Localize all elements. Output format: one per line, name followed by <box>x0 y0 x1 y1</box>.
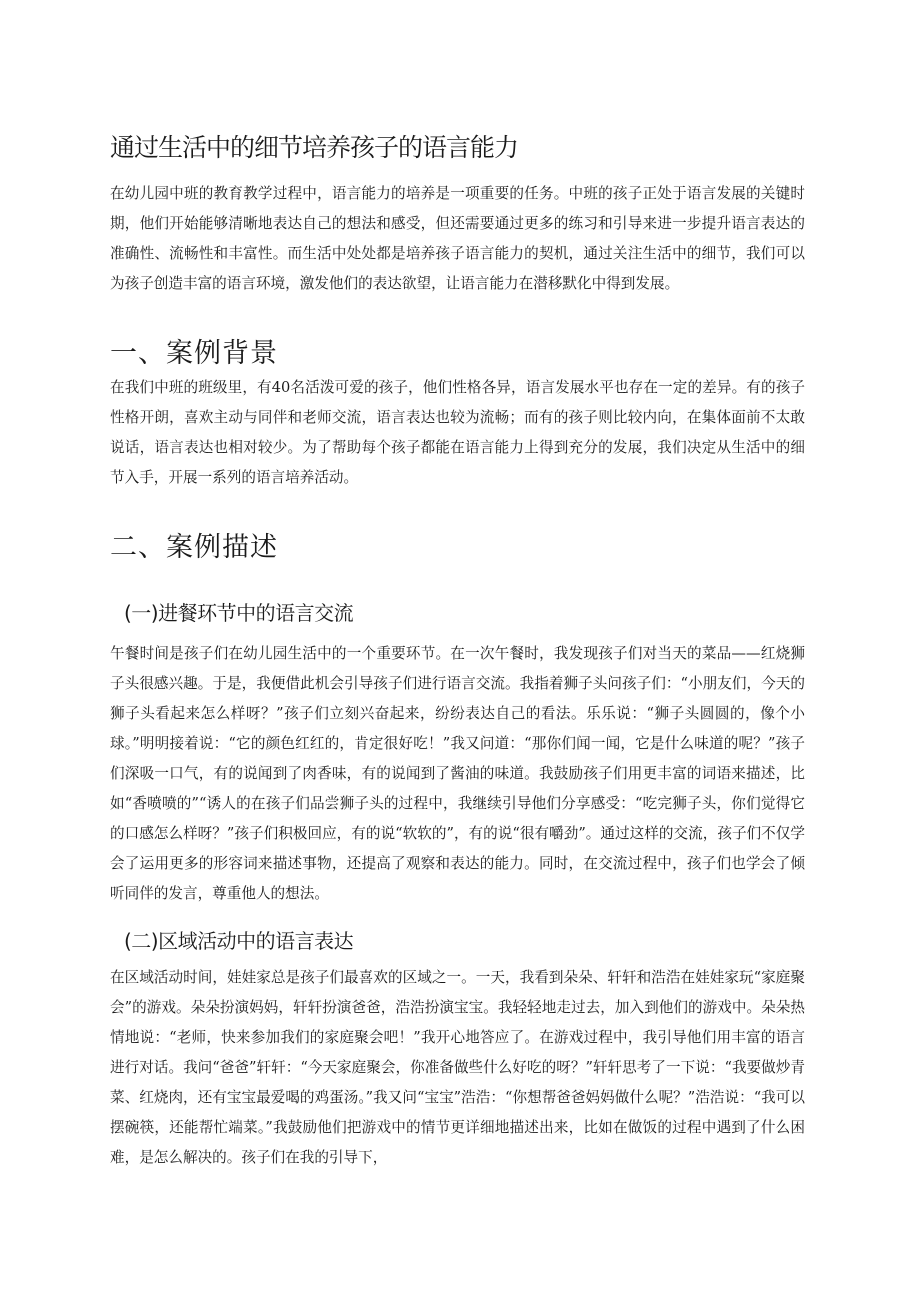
section-background-paragraph: 在我们中班的班级里，有40名活泼可爱的孩子，他们性格各异，语言发展水平也存在一定的差异。有的孩子性格开朗，喜欢主动与同伴和老师交流，语言表达也较为流畅；而有的孩子则比较内向，在集体面前不太敢说话，语言表达也相对较少。为了帮助每个孩子都能在语言能力上得到充分的发展，我们决定从生活中的细节入手，开展一系列的语言培养活动。 <box>110 379 805 486</box>
subsection-heading-meal: (一)进餐环节中的语言交流 <box>124 601 354 625</box>
section-heading-background: 一、案例背景 <box>110 338 278 369</box>
subsection-area-activity-paragraph: 在区域活动时间，娃娃家总是孩子们最喜欢的区域之一。一天，我看到朵朵、轩轩和浩浩在娃娃家玩“家庭聚会”的游戏。朵朵扮演妈妈，轩轩扮演爸爸，浩浩扮演宝宝。我轻轻地走过去，加入到他们的游戏中。朵朵热情地说：“老师，快来参加我们的家庭聚会吧！”我开心地答应了。在游戏过程中，我引导他们用丰富的语言进行对话。我问“爸爸”轩轩：“今天家庭聚会，你准备做些什么好吃的呀？”轩轩思考了一下说：“我要做炒青菜、红烧肉，还有宝宝最爱喝的鸡蛋汤。”我又问“宝宝”浩浩：“你想帮爸爸妈妈做什么呢？”浩浩说：“我可以摆碗筷，还能帮忙端菜。”我鼓励他们把游戏中的情节更详细地描述出来，比如在做饭的过程中遇到了什么困难，是怎么解决的。孩子们在我的引导下， <box>110 969 805 1166</box>
subsection-heading-area-activity: (二)区域活动中的语言表达 <box>124 929 354 953</box>
intro-paragraph: 在幼儿园中班的教育教学过程中，语言能力的培养是一项重要的任务。中班的孩子正处于语言发展的关键时期，他们开始能够清晰地表达自己的想法和感受，但还需要通过更多的练习和引导来进一步提升语言表达的准确性、流畅性和丰富性。而生活中处处都是培养孩子语言能力的契机，通过关注生活中的细节，我们可以为孩子创造丰富的语言环境，激发他们的表达欲望，让语言能力在潜移默化中得到发展。 <box>110 185 805 292</box>
document-title: 通过生活中的细节培养孩子的语言能力 <box>110 133 519 162</box>
subsection-meal-paragraph: 午餐时间是孩子们在幼儿园生活中的一个重要环节。在一次午餐时，我发现孩子们对当天的菜品——红烧狮子头很感兴趣。于是，我便借此机会引导孩子们进行语言交流。我指着狮子头问孩子们：“小朋友们，今天的狮子头看起来怎么样呀？”孩子们立刻兴奋起来，纷纷表达自己的看法。乐乐说：“狮子头圆圆的，像个小球。”明明接着说：“它的颜色红红的，肯定很好吃！”我又问道：“那你们闻一闻，它是什么味道的呢？”孩子们深吸一口气，有的说闻到了肉香味，有的说闻到了酱油的味道。我鼓励孩子们用更丰富的词语来描述，比如“香喷喷的”“诱人的在孩子们品尝狮子头的过程中，我继续引导他们分享感受：“吃完狮子头，你们觉得它的口感怎么样呀？”孩子们积极回应，有的说“软软的”，有的说“很有嚼劲”。通过这样的交流，孩子们不仅学会了运用更多的形容词来描述事物，还提高了观察和表达的能力。同时，在交流过程中，孩子们也学会了倾听同伴的发言，尊重他人的想法。 <box>110 645 805 902</box>
section-heading-description: 二、案例描述 <box>110 532 278 563</box>
